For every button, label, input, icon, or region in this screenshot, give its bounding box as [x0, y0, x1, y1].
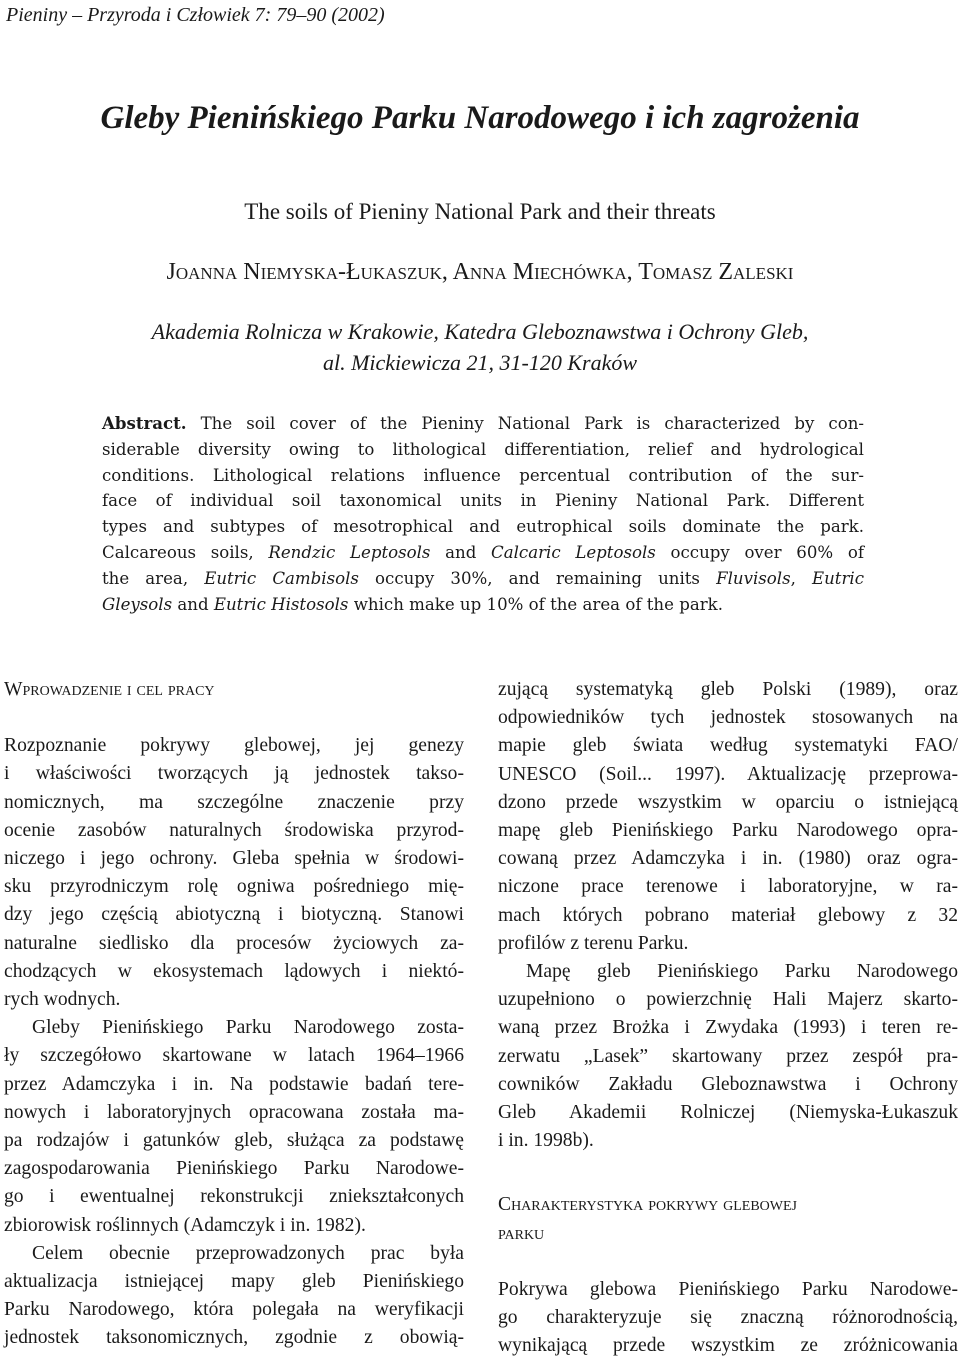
- soil-name: Eutric Cambisols: [204, 568, 359, 588]
- abstract-line: types and subtypes of mesotrophical and eutrophical soils dominate the park.: [102, 517, 864, 537]
- article-subtitle: The soils of Pieniny National Park and their threats: [244, 199, 716, 224]
- spacer: [498, 1248, 958, 1276]
- abstract-text: and: [430, 542, 492, 562]
- body-line: niczone prace terenowe i laboratoryjne, w ra-: [498, 876, 958, 898]
- abstract-line: siderable diversity owing to lithological differentiation, relief and hydrological: [102, 439, 864, 459]
- body-line: mapie gleb świata według systematyki FAO/: [498, 735, 958, 757]
- body-line: nomicznych, ma szczególne znaczenie przy: [4, 791, 464, 813]
- body-line: zerwatu „Lasek” skartowany przez zespół pra-: [498, 1045, 958, 1067]
- section-title: Wprowadzenie i cel pracy: [4, 679, 215, 700]
- abstract-line: [102, 411, 864, 437]
- authors: Joanna Niemyska-Łukaszuk, Anna Miechówka, Tomasz Zaleski: [166, 259, 794, 285]
- abstract-line: [102, 592, 864, 618]
- abstract-text: which make up 10% of the area of the park.: [348, 594, 723, 614]
- journal-header: Pieniny – Przyroda i Człowiek 7: 79–90 (2002): [6, 4, 385, 26]
- abstract-text: occupy 30%, and remaining units: [358, 568, 717, 588]
- body-line: Mapę gleb Pienińskiego Parku Narodowego: [526, 961, 958, 983]
- affiliation: [0, 316, 960, 378]
- body-line: go charakteryzuje się znaczną różnorodnością,: [498, 1307, 958, 1329]
- abstract-line: [102, 566, 864, 592]
- body-line: chodzących w ekosystemach lądowych i niektó-: [4, 960, 464, 982]
- right-column: [498, 676, 958, 1360]
- abstract-label: Abstract.: [102, 413, 187, 433]
- body-line: cowaną przez Adamczyka i in. (1980) oraz ogra-: [498, 848, 958, 870]
- abstract-text: the area,: [102, 568, 205, 588]
- body-line: UNESCO (Soil... 1997). Aktualizację przeprowa-: [498, 763, 958, 785]
- abstract-line: conditions. Lithological relations influence percentual contribution of the sur-: [102, 465, 864, 485]
- body-line: Rozpoznanie pokrywy glebowej, jej genezy: [4, 735, 464, 757]
- abstract-text: and: [172, 594, 214, 614]
- body-line: mach których pobrano materiał glebowy z 32: [498, 904, 958, 926]
- affiliation-line: Akademia Rolnicza w Krakowie, Katedra Gleboznawstwa i Ochrony Gleb,: [151, 319, 809, 344]
- abstract-text: occupy over 60% of: [655, 542, 864, 562]
- body-line: aktualizacja istniejącej mapy gleb Pienińskiego: [4, 1271, 464, 1293]
- body-line: rych wodnych.: [4, 989, 121, 1011]
- soil-name: Eutric: [811, 568, 864, 588]
- body-line: zbiorowisk roślinnych (Adamczyk i in. 1982).: [4, 1214, 366, 1236]
- abstract-line: face of individual soil taxonomical units in Pieniny National Park. Different: [102, 491, 864, 511]
- soil-name: Eutric Histosols: [213, 594, 349, 614]
- body-line: zującą systematyką gleb Polski (1989), oraz: [498, 679, 958, 700]
- abstract: [102, 411, 864, 617]
- soil-name: Rendzic Leptosols: [268, 542, 431, 562]
- body-line: niczego i jego ochrony. Gleba spełnia w środowi-: [4, 848, 464, 870]
- body-line: mapę gleb Pienińskiego Parku Narodowego opra-: [498, 820, 958, 842]
- body-line: uzupełniono o powierzchnię Hali Majerz skarto-: [498, 989, 958, 1011]
- soil-name: Gleysols: [102, 594, 173, 614]
- abstract-text: ,: [790, 568, 812, 588]
- soil-name: Calcaric Leptosols: [491, 542, 656, 562]
- body-line: Celem obecnie przeprowadzonych prac była: [32, 1242, 464, 1264]
- body-line: waną przez Brożka i Zwydaka (1993) i teren re-: [498, 1017, 958, 1039]
- body-line: Gleby Pienińskiego Parku Narodowego zosta-: [32, 1017, 464, 1039]
- body-line: go i ewentualnej rekonstrukcji zniekształconych: [4, 1186, 464, 1208]
- abstract-line: [102, 540, 864, 566]
- body-line: dzy jego częścią abiotyczną i biotyczną. Stanowi: [4, 904, 464, 926]
- abstract-text: The soil cover of the Pieniny National Park is characterized by con-: [186, 414, 864, 433]
- article-title: Gleby Pienińskiego Parku Narodowego i ich zagrożenia: [100, 100, 860, 136]
- body-line: sku przyrodniczym rolę ogniwa pośredniego mię-: [4, 876, 464, 898]
- body-line: cowników Zakładu Gleboznawstwa i Ochrony: [498, 1073, 958, 1095]
- body-line: nowych i laboratoryjnych opracowana została ma-: [4, 1101, 464, 1123]
- body-line: przez Adamczyka i in. Na podstawie badań tere-: [4, 1073, 464, 1095]
- body-line: wynikającą przede wszystkim ze zróżnicowania: [498, 1335, 958, 1357]
- body-line: zagospodarowania Pienińskiego Parku Narodowe-: [4, 1158, 464, 1180]
- body-line: i in. 1998b).: [498, 1130, 594, 1152]
- section-title: Charakterystyka pokrywy glebowej: [498, 1194, 797, 1216]
- body-line: naturalne siedlisko dla procesów życiowych za-: [4, 932, 464, 954]
- body-line: jednostek taksonomicznych, zgodnie z obowią-: [4, 1327, 464, 1349]
- left-column: [4, 676, 464, 1353]
- body-line: profilów z terenu Parku.: [498, 932, 689, 954]
- body-line: pa rodzajów i gatunków gleb, służąca za podstawę: [4, 1130, 464, 1152]
- affiliation-line: al. Mickiewicza 21, 31-120 Kraków: [322, 350, 638, 375]
- body-line: ły szczegółowo skartowane w latach 1964–1966: [4, 1045, 464, 1067]
- abstract-text: Calcareous soils,: [102, 542, 269, 562]
- body-line: odpowiedników tych jednostek stosowanych na: [498, 707, 958, 729]
- spacer: [4, 704, 464, 732]
- body-line: ocenie zasobów naturalnych środowiska przyrod-: [4, 819, 464, 841]
- section-title: parku: [498, 1222, 545, 1244]
- body-line: Parku Narodowego, która polegała na weryfikacji: [4, 1299, 464, 1321]
- body-line: Gleb Akademii Rolniczej (Niemyska-Łukaszuk: [498, 1102, 958, 1124]
- body-line: i właściwości tworzących ją jednostek takso-: [4, 763, 464, 785]
- spacer: [498, 1155, 958, 1191]
- body-line: dzono przede wszystkim w oparciu o istniejącą: [498, 791, 958, 813]
- soil-name: Fluvisols: [716, 568, 791, 588]
- body-line: Pokrywa glebowa Pienińskiego Parku Narodowe-: [498, 1278, 958, 1300]
